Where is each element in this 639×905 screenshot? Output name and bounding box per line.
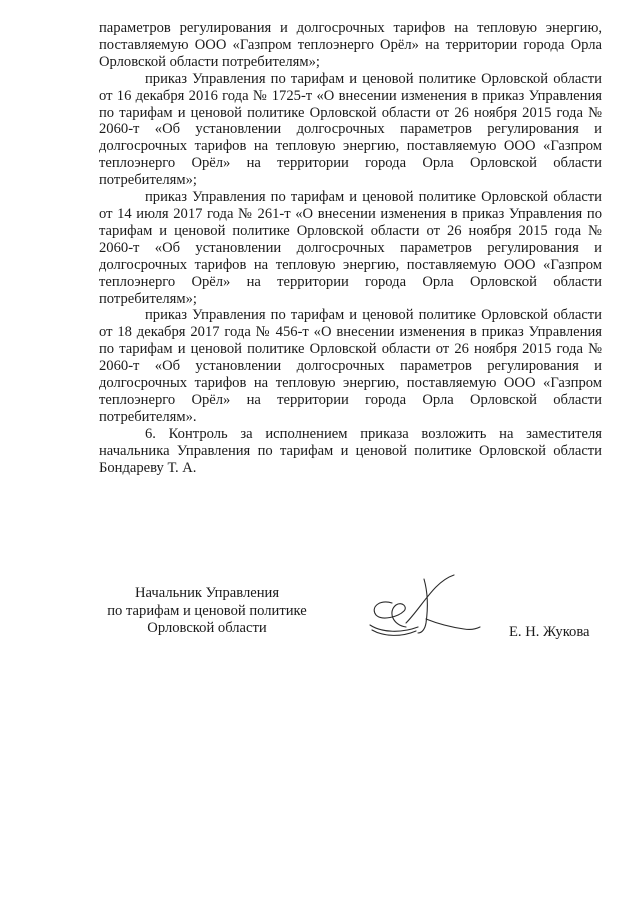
paragraph-order-261: приказ Управления по тарифам и ценовой политике Орловской области от 14 июля 2017 года № 261-т «О внесении изменения в приказ Управления по тарифам и ценовой политике Орловской области от 26 ноября 2015 года № 2060-т «Об установлении долгосрочных параметров регулирования и долгосрочных тарифов на тепловую энергию, поставляемую ООО «Газпром теплоэнерго Орёл» на территории города Орла Орловской области потребителям»; xyxy=(99,189,602,307)
signer-name: Е. Н. Жукова xyxy=(509,624,590,640)
handwritten-signature-icon xyxy=(362,567,482,647)
signatory-title-line-3: Орловской области xyxy=(147,620,267,636)
paragraph-control-clause: 6. Контроль за исполнением приказа возложить на заместителя начальника Управления по тарифам и ценовой политике Орловской области Бондареву Т. А. xyxy=(99,425,602,476)
signatory-title-line-2: по тарифам и ценовой политике xyxy=(107,602,307,619)
paragraph-continuation: параметров регулирования и долгосрочных тарифов на тепловую энергию, поставляемую ООО «Газпром теплоэнерго Орёл» на территории города Орла Орловской области потребителям»; xyxy=(99,20,602,70)
paragraph-order-456: приказ Управления по тарифам и ценовой политике Орловской области от 18 декабря 2017 года № 456-т «О внесении изменения в приказ Управления по тарифам и ценовой политике Орловской области от 26 ноября 2015 года № 2060-т «Об установлении долгосрочных параметров регулирования и долгосрочных тарифов на тепловую энергию, поставляемую ООО «Газпром теплоэнерго Орёл» на территории города Орла Орловской области потребителям». xyxy=(99,307,602,425)
paragraph-order-1725: приказ Управления по тарифам и ценовой политике Орловской области от 16 декабря 2016 года № 1725-т «О внесении изменения в приказ Управления по тарифам и ценовой политике Орловской области от 26 ноября 2015 года № 2060-т «Об установлении долгосрочных параметров регулирования и долгосрочных тарифов на тепловую энергию, поставляемую ООО «Газпром теплоэнерго Орёл» на территории города Орла Орловской области потребителям»; xyxy=(99,70,602,189)
signatory-title xyxy=(92,585,322,638)
signatory-title-line-1: Начальник Управления xyxy=(134,585,280,601)
document-body xyxy=(99,20,602,476)
